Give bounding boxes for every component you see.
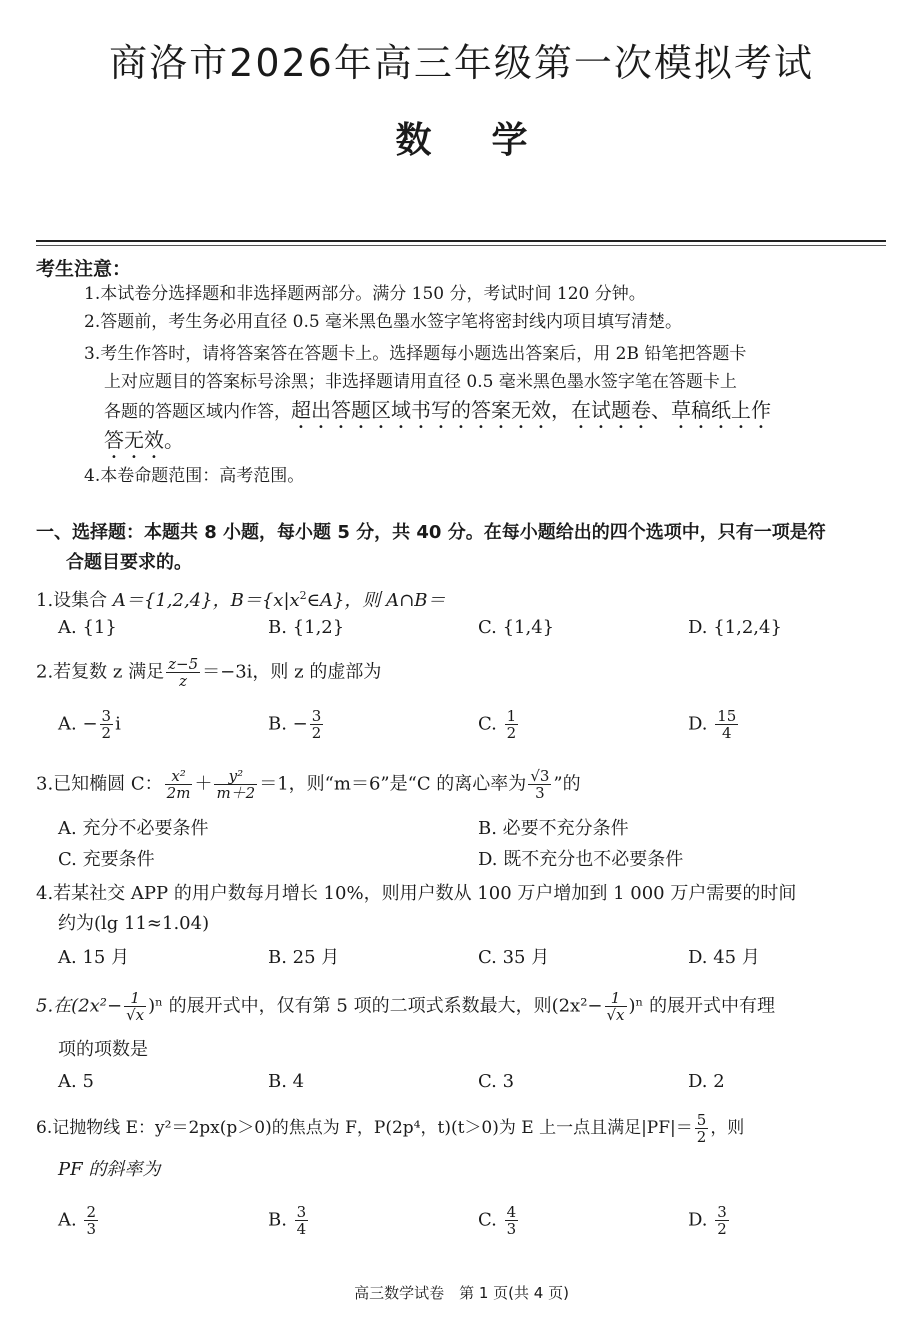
q3-frac-3 [528,768,551,801]
q6-d-den: 2 [717,1220,727,1238]
q1-option-d: D. {1,2,4} [688,617,782,638]
q3-stem-a: 3.已知椭圆 C： [36,773,163,795]
q6-f-num: 5 [696,1111,707,1129]
q2-c-frac [505,708,519,741]
q1-stem-a: 1.设集合 [36,590,113,611]
subject-title: 数学 [395,120,588,161]
q1-stem-c: ∈A}，则 A∩B＝ [306,590,446,611]
q2-option-c [478,708,520,741]
q5-stem-a: 5.在(2x²− [36,995,123,1017]
q5-option-d: D. 2 [688,1071,725,1092]
q6-frac [695,1112,709,1145]
q2-option-d [688,708,740,741]
q5-f2-num: 1 [605,990,627,1007]
q3-stem-c: ”的 [553,773,581,795]
exam-title: 商洛市2026年高三年级第一次模拟考试 [109,41,814,85]
question-4-line-2: 约为(lg 11≈1.04) [58,913,210,934]
notice-item-3-line-1: 3.考生作答时，请将答案答在答题卡上。选择题每小题选出答案后，用 2B 铅笔把答题卡 [84,344,747,364]
question-6-line-2: PF 的斜率为 [58,1159,161,1180]
q3-f1-den: 2m [166,784,191,802]
q4-option-c: C. 35 月 [478,947,550,968]
q3-f2-den: m＋2 [216,784,256,802]
q2-a-pre: A. − [58,713,98,735]
q2-stem-a: 2.若复数 z 满足 [36,661,165,683]
question-3-stem [36,768,896,801]
q3-f3-num: √3 [530,767,550,785]
q2-fraction [166,656,200,689]
section-1-line-2: 合题目要求的。 [66,552,192,573]
q6-d-pre: D. [688,1209,714,1231]
notice-item-3-line-4 [104,426,904,463]
question-5-stem [36,990,896,1023]
q5-f2-den: √x [606,1006,625,1024]
q2-c-num: 1 [506,707,517,725]
notice-heading: 考生注意： [36,258,132,280]
q3-option-d: D. 既不充分也不必要条件 [478,849,684,870]
q2-c-pre: C. [478,713,503,735]
q6-option-b [268,1204,310,1237]
q6-d-num: 3 [717,1203,727,1221]
q2-d-den: 4 [722,724,732,742]
question-2-stem [36,656,896,689]
q6-stem-a: 6.记抛物线 E：y²＝2px(p＞0)的焦点为 F，P(2p⁴，t)(t＞0)为 E 上一点且满足|PF|＝ [36,1118,693,1138]
notice-item-2: 2.答题前，考生务必用直径 0.5 毫米黑色墨水签字笔将密封线内项目填写清楚。 [84,312,683,332]
notice-emphasis-text: 超出答题区域书写的答案无效，在试题卷、草稿纸上作 [291,398,771,422]
q2-b-pre: B. − [268,713,308,735]
question-6-stem [36,1112,896,1145]
q6-f-den: 2 [696,1128,707,1146]
divider-thin [36,245,886,246]
q2-option-b [268,708,325,741]
q3-frac-1 [165,768,193,801]
q6-b-frac [295,1204,309,1237]
page-footer: 高三数学试卷 第 1 页(共 4 页) [354,1284,569,1302]
q2-a-post: i [115,713,121,735]
q6-b-den: 4 [296,1220,307,1238]
q6-stem-b: ，则 [710,1118,745,1138]
q2-frac-num: z−5 [168,655,199,673]
q6-a-num: 2 [86,1203,96,1221]
q3-option-c: C. 充要条件 [58,849,155,870]
q5-option-b: B. 4 [268,1071,305,1092]
q6-c-den: 3 [506,1220,517,1238]
question-1-stem: 1.设集合 A＝{1,2,4}，$B=\{x|x^2\in A\}$，则 A∩B＝ [36,589,446,611]
q1-stem-b: A＝{1,2,4}，B＝{x|x [112,590,300,611]
q5-stem-b: )ⁿ 的展开式中，仅有第 5 项的二项式系数最大，则(2x²− [148,995,603,1017]
notice-emphasis-end: 答无效。 [104,428,184,452]
q6-c-num: 4 [506,1203,517,1221]
q2-d-pre: D. [688,713,714,735]
q2-b-den: 2 [311,724,322,742]
q5-f-num: 1 [124,990,146,1007]
question-5-line-2: 项的项数是 [58,1039,148,1060]
q2-d-frac [715,708,738,741]
q6-d-frac [715,1204,729,1237]
notice-item-3-line-3-plain: 各题的答题区域内作答， [104,402,291,422]
q6-a-frac [84,1204,98,1237]
q1-option-b: B. {1,2} [268,617,345,638]
section-1-heading [36,518,886,578]
q6-option-a [58,1204,100,1237]
q3-stem-b: ＝1，则“m＝6”是“C 的离心率为 [259,773,527,795]
q3-option-a: A. 充分不必要条件 [58,818,209,839]
q2-d-num: 15 [717,707,737,725]
q3-plus: ＋ [194,773,213,795]
notice-item-1: 1.本试卷分选择题和非选择题两部分。满分 150 分，考试时间 120 分钟。 [84,284,646,304]
q6-option-d [688,1204,731,1237]
question-4-line-1: 4.若某社交 APP 的用户数每月增长 10%，则用户数从 100 万户增加到 1 000 万户需要的时间 [36,883,797,904]
q6-b-pre: B. [268,1209,293,1231]
q2-b-num: 3 [311,707,322,725]
q6-option-c [478,1204,520,1237]
q3-f2-num: y² [214,768,257,785]
q5-frac-1 [124,990,146,1023]
q2-a-frac [100,708,114,741]
q2-option-a [58,708,121,741]
q4-option-a: A. 15 月 [58,947,130,968]
q2-stem-b: ＝−3i，则 z 的虚部为 [202,661,382,683]
q4-option-b: B. 25 月 [268,947,340,968]
q5-stem-c: )ⁿ 的展开式中有理 [628,995,776,1017]
q2-c-den: 2 [506,724,517,742]
q2-b-frac [310,708,324,741]
q6-a-pre: A. [58,1209,83,1231]
q4-option-d: D. 45 月 [688,947,760,968]
q1-option-a: A. {1} [58,617,117,638]
q5-option-a: A. 5 [58,1071,94,1092]
q1-option-c: C. {1,4} [478,617,555,638]
q2-a-num: 3 [101,707,112,725]
q6-c-frac [505,1204,519,1237]
q6-c-pre: C. [478,1209,503,1231]
q2-a-den: 2 [101,724,112,742]
q5-f-den: √x [126,1006,145,1024]
q6-a-den: 3 [86,1220,96,1238]
q3-f3-den: 3 [535,784,545,802]
q3-option-b: B. 必要不充分条件 [478,818,629,839]
divider-thick [36,240,886,242]
q5-frac-2 [605,990,627,1023]
notice-item-3-line-2: 上对应题目的答案标号涂黑；非选择题请用直径 0.5 毫米黑色墨水签字笔在答题卡上 [104,372,737,392]
q3-frac-2 [214,768,257,801]
notice-item-4: 4.本卷命题范围：高考范围。 [84,466,305,486]
q3-f1-num: x² [165,768,193,785]
q2-frac-den: z [179,672,188,690]
q5-option-c: C. 3 [478,1071,515,1092]
section-1-line-1: 一、选择题：本题共 8 小题，每小题 5 分，共 40 分。在每小题给出的四个选项中，只有一项是符 [36,522,826,543]
q6-b-num: 3 [296,1203,307,1221]
